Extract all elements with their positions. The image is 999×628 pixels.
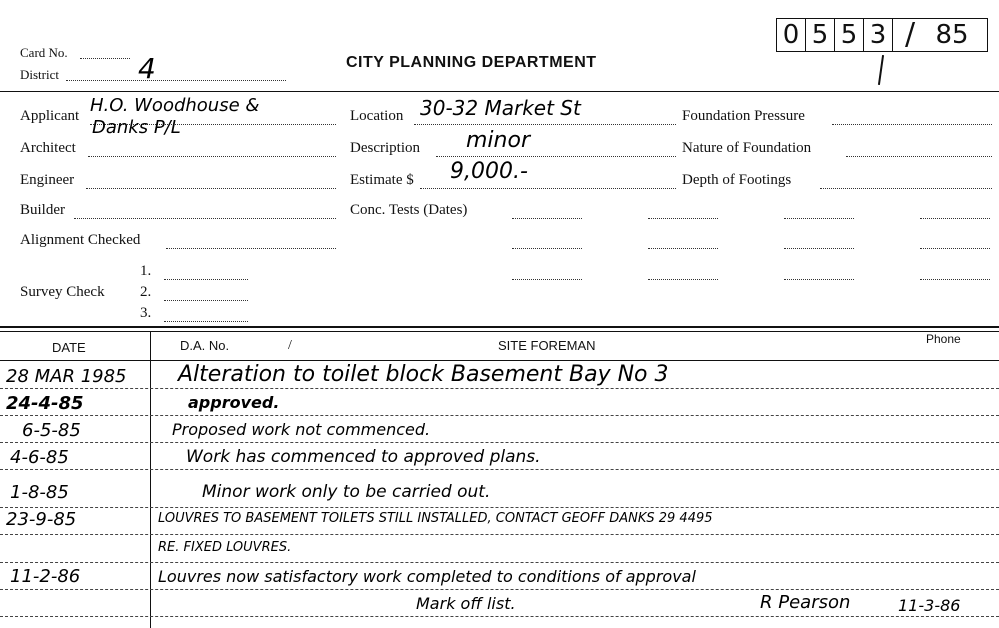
row-date: 4-6-85 <box>10 447 69 468</box>
signature: R Pearson <box>760 592 851 613</box>
location-value: 30-32 Market St <box>420 96 581 120</box>
description-label: Description <box>350 140 420 156</box>
conc-line <box>920 279 990 280</box>
survey-item: 1. <box>140 263 152 279</box>
row-entry: LOUVRES TO BASEMENT TOILETS STILL INSTALLED, CONTACT GEOFF DANKS 29 4495 <box>158 511 713 526</box>
foundation-pressure-line <box>832 124 992 125</box>
pen-stroke <box>878 55 884 85</box>
row-entry: Mark off list. <box>416 594 516 613</box>
card-no-line <box>80 58 130 59</box>
conc-line <box>784 248 854 249</box>
estimate-value: 9,000.- <box>450 159 528 184</box>
district-value: 4 <box>138 52 156 85</box>
survey-line <box>164 279 248 280</box>
conc-line <box>784 279 854 280</box>
conc-line <box>920 218 990 219</box>
col-phone-header: Phone <box>926 332 961 346</box>
signature-date: 11-3-86 <box>898 596 961 615</box>
estimate-line <box>420 188 676 189</box>
card-digit: 5 <box>840 20 858 50</box>
applicant-label: Applicant <box>20 108 80 124</box>
row-date: 1-8-85 <box>10 482 69 503</box>
applicant-value: H.O. Woodhouse & <box>90 95 260 116</box>
card-no-label: Card No. <box>20 45 68 60</box>
description-line <box>436 156 676 157</box>
district-label: District <box>20 67 59 82</box>
depth-of-footings-label: Depth of Footings <box>682 172 792 188</box>
header-bottom-rule <box>0 360 999 361</box>
conc-line <box>648 279 718 280</box>
row-date: 23-9-85 <box>6 509 77 530</box>
survey-line <box>164 300 248 301</box>
conc-line <box>512 279 582 280</box>
card-digit: 3 <box>869 20 887 50</box>
date-column-divider <box>150 331 151 628</box>
row-entry: Work has commenced to approved plans. <box>186 447 541 467</box>
alignment-line <box>166 248 336 249</box>
row-rule <box>0 507 999 508</box>
conc-line <box>784 218 854 219</box>
row-date: 24-4-85 <box>6 393 84 414</box>
description-value: minor <box>466 128 530 153</box>
row-entry: Minor work only to be carried out. <box>202 482 491 502</box>
row-rule <box>0 415 999 416</box>
row-rule <box>0 534 999 535</box>
row-rule <box>0 469 999 470</box>
row-rule <box>0 616 999 617</box>
architect-label: Architect <box>20 140 76 156</box>
row-entry: Proposed work not commenced. <box>172 420 431 439</box>
alignment-label: Alignment Checked <box>20 232 141 248</box>
applicant-value: Danks P/L <box>92 117 181 138</box>
depth-line <box>820 188 992 189</box>
col-da-slash: / <box>288 338 292 353</box>
table-top-rule <box>0 326 999 328</box>
location-label: Location <box>350 108 404 124</box>
survey-item: 2. <box>140 284 152 300</box>
conc-line <box>920 248 990 249</box>
nature-line <box>846 156 992 157</box>
card-year: 85 <box>935 20 969 50</box>
nature-of-foundation-label: Nature of Foundation <box>682 140 812 156</box>
location-line <box>414 124 676 125</box>
conc-line <box>512 218 582 219</box>
row-date: 28 MAR 1985 <box>6 366 127 387</box>
engineer-label: Engineer <box>20 172 75 188</box>
card-separator: / <box>904 17 916 52</box>
row-rule <box>0 562 999 563</box>
row-entry: approved. <box>188 393 280 412</box>
conc-line <box>648 218 718 219</box>
card-digit: 5 <box>811 20 829 50</box>
card-digit: 0 <box>782 20 800 50</box>
survey-label: Survey Check <box>20 284 105 300</box>
estimate-label: Estimate $ <box>350 172 414 188</box>
builder-line <box>74 218 336 219</box>
district-line <box>66 80 286 81</box>
row-rule <box>0 388 999 389</box>
engineer-line <box>86 188 336 189</box>
page-title: CITY PLANNING DEPARTMENT <box>346 54 597 71</box>
row-date: 11-2-86 <box>10 566 81 587</box>
row-date: 6-5-85 <box>22 420 81 441</box>
col-date-header: DATE <box>52 340 86 355</box>
conc-line <box>648 248 718 249</box>
conc-tests-label: Conc. Tests (Dates) <box>350 202 468 218</box>
col-da-header: D.A. No. <box>180 338 230 353</box>
builder-label: Builder <box>20 202 65 218</box>
conc-line <box>512 248 582 249</box>
architect-line <box>88 156 336 157</box>
row-entry: Alteration to toilet block Basement Bay No 3 <box>178 362 669 387</box>
survey-item: 3. <box>140 305 152 321</box>
survey-line <box>164 321 248 322</box>
row-entry: Louvres now satisfactory work completed to conditions of approval <box>158 567 696 586</box>
row-entry: RE. FIXED LOUVRES. <box>158 540 292 555</box>
header-rule <box>0 91 999 92</box>
foundation-pressure-label: Foundation Pressure <box>682 108 805 124</box>
row-rule <box>0 442 999 443</box>
row-rule <box>0 589 999 590</box>
col-foreman-header: SITE FOREMAN <box>498 338 596 353</box>
